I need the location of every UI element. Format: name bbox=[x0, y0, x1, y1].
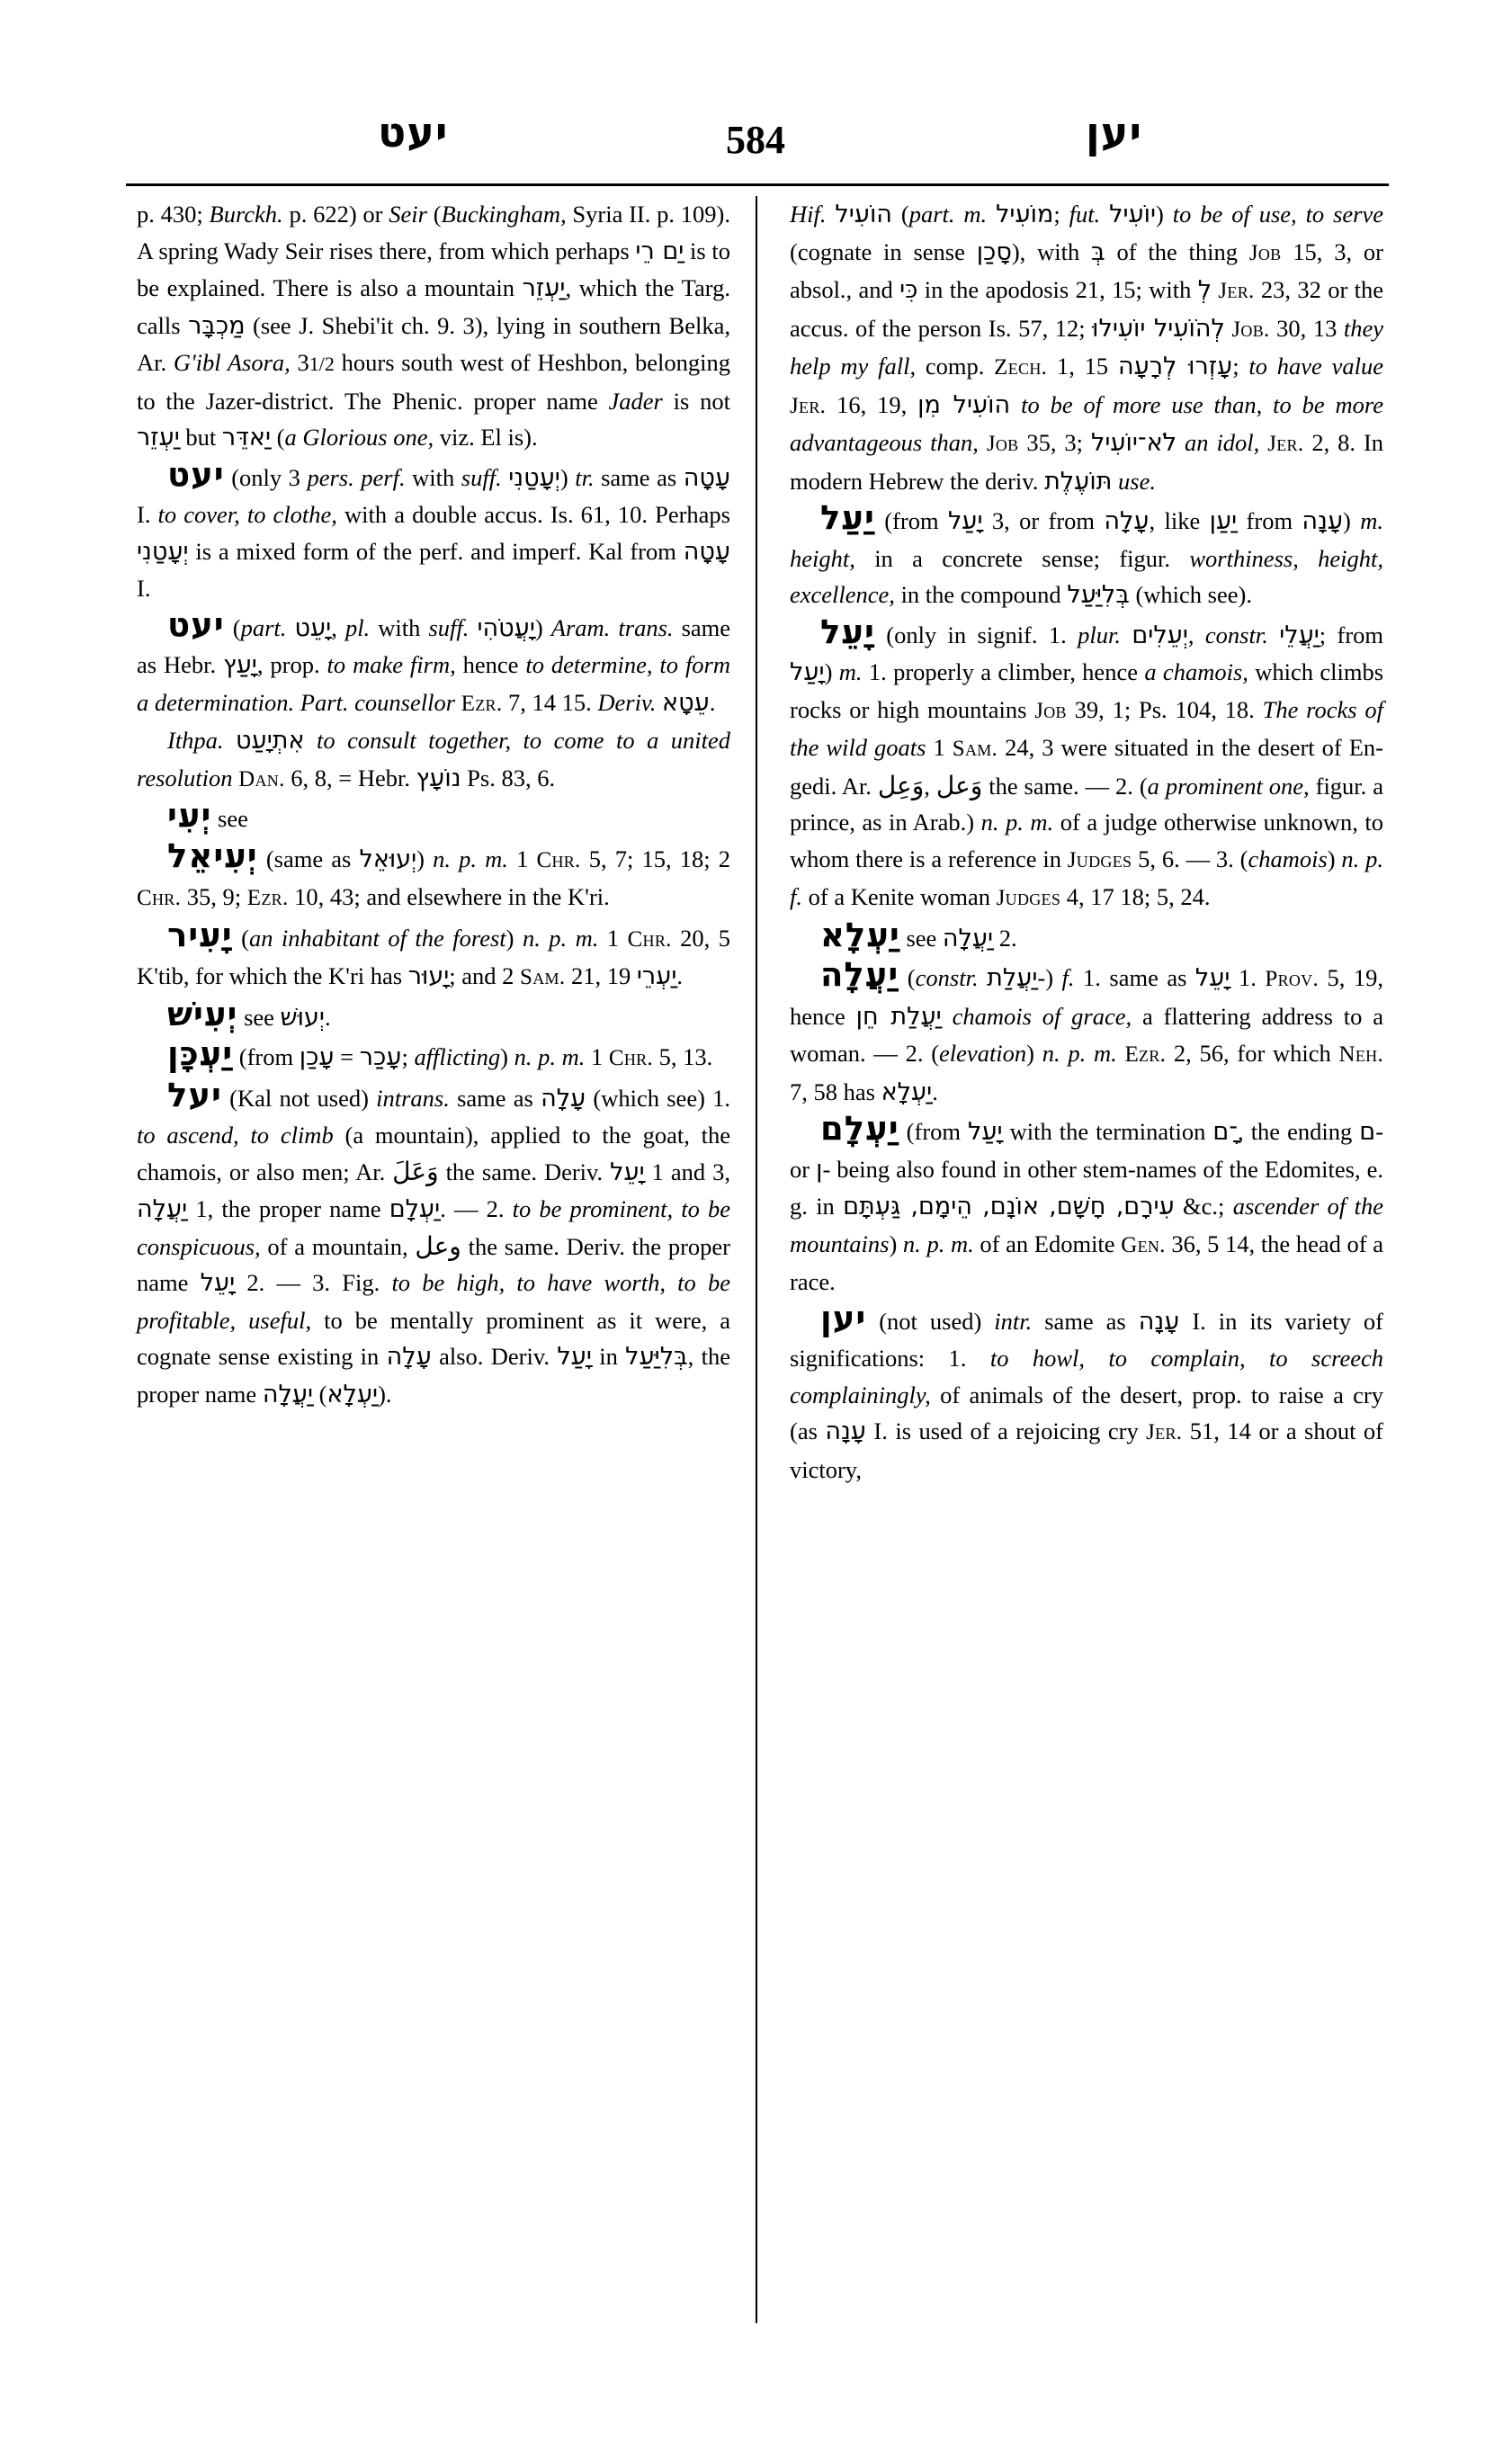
running-head-left-headword: יעט bbox=[378, 108, 449, 156]
dictionary-entry: יעט (only 3 pers. perf. with suff. יְעָטַנִי) tr. same as עָטָה I. to cover, to clothe, with a double accus. Is. 61, 10. Perhaps יְעָטַנִי is a mixed form of the perf. and imperf. Kal from עָטָה I. bbox=[137, 454, 731, 602]
dictionary-entry: יָעֵל (only in signif. 1. plur. יְעֵלִים, constr. יַעֲלֵי; from יָעַל) m. 1. properly a climber, hence a chamois, which climbs rocks or high mountains Job 39, 1; Ps. 104, 18. The rocks of the wild goats 1 Sam. 24, 3 were situated in the desert of En-gedi. Ar. وَعِل, وَعل the same. — 2. (a prominent one, figur. a prince, as in Arab.) n. p. m. of a judge otherwise unknown, to whom there is a reference in Judges 5, 6. — 3. (chamois) n. p. f. of a Kenite woman Judges 4, 17 18; 5, 24. bbox=[790, 612, 1384, 910]
header-rule bbox=[126, 183, 1389, 186]
dictionary-entry: יעט (part. יָעֵט, pl. with suff. יָעֲטֹהִי) Aram. trans. same as Hebr. יָעַץ, prop. to make firm, hence to determine, to form a determination. Part. counsellor Ezr. 7, 14 15. Deriv. עֵטָא. bbox=[137, 604, 731, 717]
dictionary-entry: יָעִיר (an inhabitant of the forest) n. p. m. 1 Chr. 20, 5 K'tib, for which the K'ri has יָעוּר; and 2 Sam. 21, 19 יַעְרֵי. bbox=[137, 915, 731, 990]
dictionary-entry: יְעִי see bbox=[167, 796, 248, 835]
left-column bbox=[137, 196, 730, 2337]
dictionary-entry: Ithpa. אִתְיָעַט to consult together, to come to a united resolution Dan. 6, 8, = Hebr. נוֹעָץ Ps. 83, 6. bbox=[137, 727, 731, 792]
dictionary-entry: יַעְלָם (from יָעַל with the termination ־ָם, the ending ם- or ן- being also found in other stem-names of the Edomites, e. g. in עִירָם, חָשָׁם, אוֹנָם, הֵימָם, גַּעְתָּם &c.; ascender of the mountains) n. p. m. of an Edomite Gen. 36, 5 14, the head of a race. bbox=[790, 1109, 1384, 1295]
dictionary-entry: יעל (Kal not used) intrans. same as עָלָה (which see) 1. to ascend, to climb (a mountain), applied to the goat, the chamois, or also men; Ar. وَعَلَ the same. Deriv. יָעֵל 1 and 3, יַעֲלָה 1, the proper name יַעְלָם. — 2. to be prominent, to be conspicuous, of a mountain, وعل the same. Deriv. the proper name יָעֵל 2. — 3. Fig. to be high, to have worth, to be profitable, useful, to be mentally prominent as it were, a cognate sense existing in עָלָה also. Deriv. יָעַל in בְּלִיַּעַל, the proper name יַעֲלָה (יַעְלָא). bbox=[137, 1075, 731, 1408]
page-number: 584 bbox=[726, 118, 785, 162]
dictionary-entry: יְעִישׁ see יְעוּשׁ. bbox=[167, 994, 331, 1033]
dictionary-entry: יען (not used) intr. same as עָנָה I. in its variety of significations: 1. to howl, to complain, to screech complainingly, of animals of the desert, prop. to raise a cry (as עָנָה I. is used of a rejoicing cry Jer. 51, 14 or a shout of victory, bbox=[790, 1298, 1384, 1483]
right-column bbox=[790, 196, 1383, 2337]
column-divider bbox=[756, 196, 757, 2323]
dictionary-entry: Hif. הוֹעִיל (part. m. מוֹעִיל; fut. יוֹעִיל) to be of use, to serve (cognate in sense סָכַן), with בְּ of the thing Job 15, 3, or absol., and כִּי in the apodosis 21, 15; with לְ Jer. 23, 32 or the accus. of the person Is. 57, 12; לְהֹוֹעִיל יוֹעִילוּ Job. 30, 13 they help my fall, comp. Zech. 1, 15 עָזְרוּ לְרָעָה; to have value Jer. 16, 19, הוֹעִיל מִן to be of more use than, to be more advantageous than, Job 35, 3; לֹא־יוֹעִיל an idol, Jer. 2, 8. In modern Hebrew the deriv. תּוֹעֶלֶת use. bbox=[790, 201, 1384, 496]
dictionary-entry: יַעְכָּן (from עָכַן = עָכַר; afflicting) n. p. m. 1 Chr. 5, 13. bbox=[167, 1034, 713, 1073]
dictionary-entry: יַעֲלָה (constr. יַעֲלַת-) f. 1. same as יָעֵל 1. Prov. 5, 19, hence יַעֲלַת חֵן chamois of grace, a flattering address to a woman. — 2. (elevation) n. p. m. Ezr. 2, 56, for which Neh. 7, 58 has יַעְלָא. bbox=[790, 955, 1384, 1106]
dictionary-entry: p. 430; Burckh. p. 622) or Seir (Buckingham, Syria II. p. 109). A spring Wady Seir rises there, from which perhaps יַם רֵי is to be explained. There is also a mountain יַעְזֵר, which the Targ. calls מַכְבָּר (see J. Shebi'it ch. 9. 3), lying in southern Belka, Ar. G'ibl Asora, 31/2 hours south west of Heshbon, belonging to the Jazer-district. The Phenic. proper name Jader is not יַעְזֵר but יַאדֵּר (a Glorious one, viz. El is). bbox=[137, 201, 730, 452]
dictionary-entry: יַעְלָא see יַעֲלָה 2. bbox=[820, 915, 1017, 954]
dictionary-entry: יַעַל (from יָעַל 3, or from עָלָה, like יַעַן from עָנָה) m. height, in a concrete sense; figur. worthiness, height, excellence, in the compound בְּלִיַּעַל (which see). bbox=[790, 498, 1384, 609]
dictionary-entry: יְעִיאֵל (same as יְעוּאֵל) n. p. m. 1 Chr. 5, 7; 15, 18; 2 Chr. 35, 9; Ezr. 10, 43; and elsewhere in the K'ri. bbox=[137, 836, 731, 910]
running-head-right-headword: יען bbox=[1086, 108, 1142, 156]
running-head bbox=[126, 108, 1385, 180]
text-body bbox=[126, 196, 1389, 2337]
